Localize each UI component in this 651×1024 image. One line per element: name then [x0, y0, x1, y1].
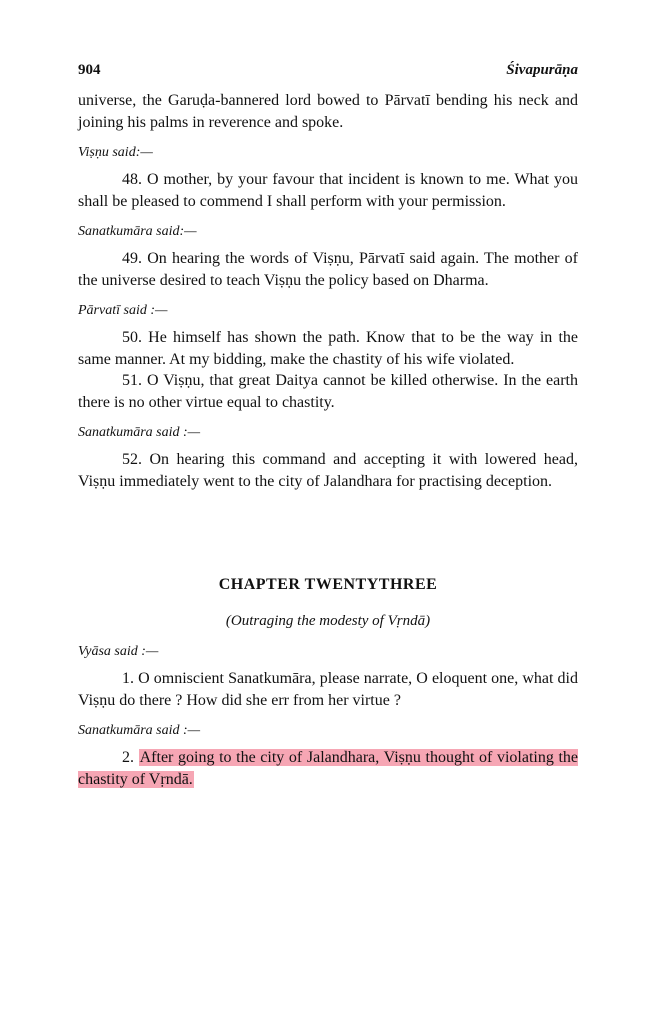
paragraph-intro: universe, the Garuḍa-bannered lord bowed to Pārvatī bending his neck and joining his palms in reverence and spoke.	[78, 92, 578, 131]
speaker-label: Vyāsa said :—	[78, 644, 159, 659]
speaker-label: Sanatkumāra said:—	[78, 224, 197, 239]
verse-1: 1. O omniscient Sanatkumāra, please narrate, O eloquent one, what did Viṣṇu do there ? How did she err from her virtue ?	[78, 670, 578, 709]
speaker-label: Sanatkumāra said :—	[78, 723, 201, 738]
verse-52: 52. On hearing this command and accepting it with lowered head, Viṣṇu immediately went to the city of Jalandhara for practising deception.	[78, 451, 578, 490]
page-header	[78, 62, 578, 90]
highlighted-text: After going to the city of Jalandhara, Viṣṇu thought of violating the chastity of Vṛndā.	[78, 749, 579, 788]
speaker-label: Viṣṇu said:—	[78, 145, 153, 160]
page-number: 904	[78, 62, 101, 78]
verse-2	[78, 747, 578, 790]
speaker-label: Pārvatī said :—	[78, 303, 168, 318]
chapter-title: CHAPTER TWENTYTHREE	[218, 576, 438, 593]
document-page	[78, 62, 578, 790]
verse-50: 50. He himself has shown the path. Know that to be the way in the same manner. At my bidding, make the chastity of his wife violated.	[78, 329, 578, 368]
chapter-subtitle: (Outraging the modesty of Vṛndā)	[225, 613, 431, 629]
running-title: Śivapurāṇa	[506, 62, 578, 78]
verse-48: 48. O mother, by your favour that incident is known to me. What you shall be pleased to commend I shall perform with your permission.	[78, 171, 578, 210]
speaker-label: Sanatkumāra said :—	[78, 425, 201, 440]
verse-49: 49. On hearing the words of Viṣṇu, Pārvatī said again. The mother of the universe desired to teach Viṣṇu the policy based on Dharma.	[78, 250, 578, 289]
verse-2-number: 2.	[122, 749, 134, 766]
verse-51: 51. O Viṣṇu, that great Daitya cannot be killed otherwise. In the earth there is no other virtue equal to chastity.	[78, 372, 578, 411]
